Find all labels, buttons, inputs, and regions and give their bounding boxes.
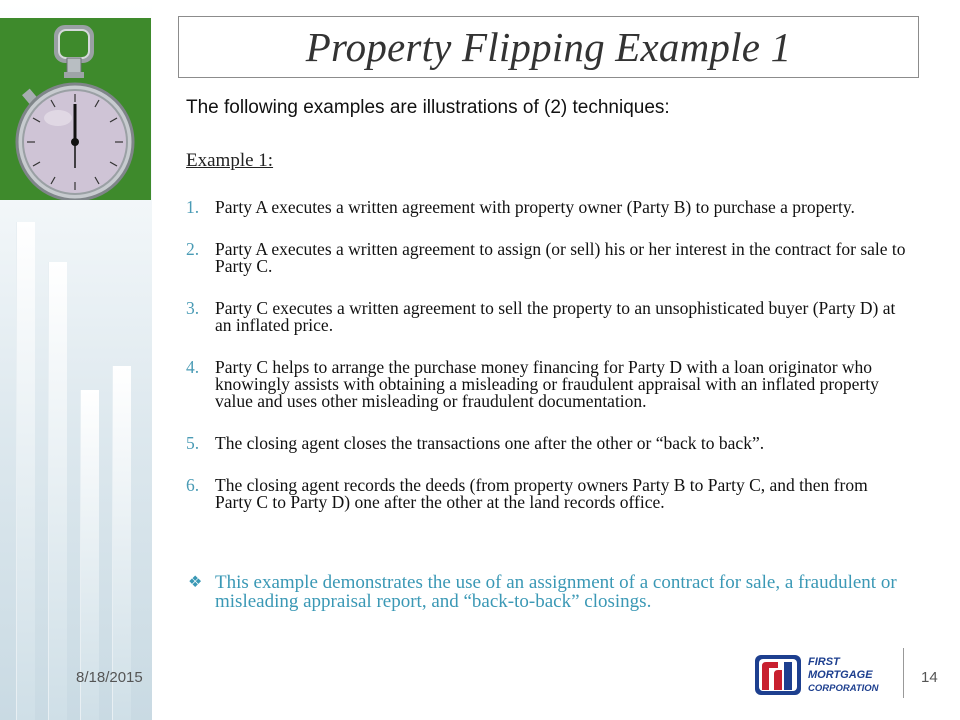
- footer-divider: [903, 648, 904, 698]
- example-heading: Example 1:: [186, 150, 274, 171]
- step-item: [186, 199, 906, 216]
- stopwatch-icon: [0, 18, 151, 200]
- footer-date: 8/18/2015: [76, 669, 143, 686]
- logo-line-3: CORPORATION: [808, 683, 879, 694]
- step-item: [186, 435, 906, 452]
- slide-title: Property Flipping Example 1: [305, 24, 792, 70]
- step-item: [186, 477, 906, 511]
- step-number: 3.: [186, 298, 200, 318]
- step-text: The closing agent closes the transactions one after the other or “back to back”.: [215, 433, 765, 453]
- decorative-bar: [112, 366, 131, 720]
- step-number: 6.: [186, 475, 200, 495]
- summary-note: [186, 573, 906, 611]
- step-item: [186, 300, 906, 334]
- intro-text: The following examples are illustrations of (2) techniques:: [186, 97, 670, 118]
- step-number: 1.: [186, 197, 200, 217]
- step-text: Party A executes a written agreement with property owner (Party B) to purchase a property.: [215, 197, 855, 217]
- first-mortgage-logo: [752, 650, 902, 698]
- step-text: Party C helps to arrange the purchase money financing for Party D with a loan originator who knowingly assists with obtaining a misleading or fraudulent appraisal with an inflated property value and uses other misleading or fraudulent documentation.: [215, 357, 879, 411]
- decorative-bar: [16, 222, 35, 720]
- summary-note-text: This example demonstrates the use of an assignment of a contract for sale, a fraudulent or misleading appraisal report, and “back-to-back” closings.: [215, 572, 897, 612]
- page-number: 14: [921, 669, 938, 686]
- step-item: [186, 359, 906, 410]
- step-item: [186, 241, 906, 275]
- step-number: 2.: [186, 239, 200, 259]
- decorative-bar: [48, 262, 67, 720]
- title-box: [178, 16, 919, 78]
- logo-line-1: FIRST: [808, 656, 840, 668]
- step-text: Party C executes a written agreement to sell the property to an unsophisticated buyer (Party D) at an inflated price.: [215, 298, 896, 335]
- step-text: The closing agent records the deeds (from property owners Party B to Party C, and then from Party C to Party D) one after the other at the land records office.: [215, 475, 868, 512]
- logo-line-2: MORTGAGE: [808, 669, 873, 681]
- step-number: 5.: [186, 433, 200, 453]
- diamond-bullet-icon: ❖: [188, 574, 203, 591]
- steps-list: [186, 199, 906, 511]
- step-text: Party A executes a written agreement to assign (or sell) his or her interest in the contract for sale to Party C.: [215, 239, 906, 276]
- step-number: 4.: [186, 357, 200, 377]
